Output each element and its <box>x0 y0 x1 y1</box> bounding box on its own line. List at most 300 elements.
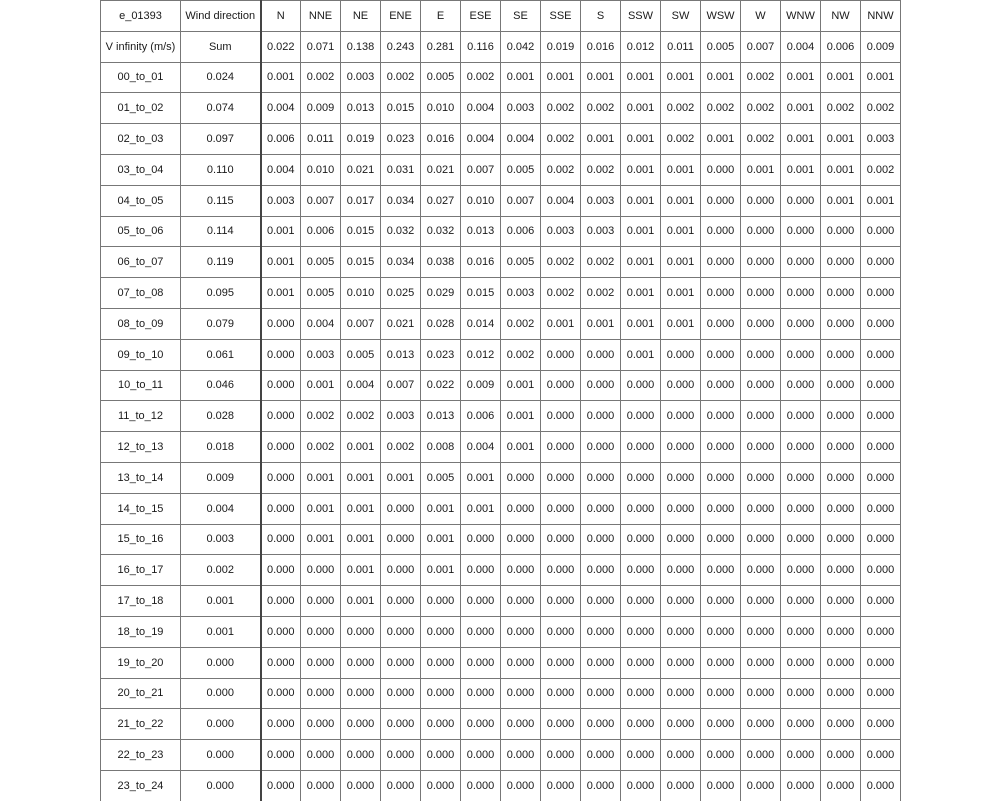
frequency-cell: 0.003 <box>861 124 901 155</box>
frequency-cell: 0.000 <box>661 555 701 586</box>
frequency-cell: 0.000 <box>421 770 461 800</box>
frequency-cell: 0.000 <box>381 709 421 740</box>
frequency-cell: 0.031 <box>381 154 421 185</box>
frequency-cell: 0.001 <box>261 62 301 93</box>
frequency-cell: 0.006 <box>501 216 541 247</box>
frequency-cell: 0.000 <box>381 586 421 617</box>
frequency-cell: 0.000 <box>821 709 861 740</box>
frequency-cell: 0.000 <box>781 308 821 339</box>
frequency-cell: 0.010 <box>301 154 341 185</box>
frequency-cell: 0.003 <box>381 401 421 432</box>
direction-header: SSE <box>541 1 581 32</box>
frequency-cell: 0.000 <box>421 678 461 709</box>
frequency-cell: 0.002 <box>541 278 581 309</box>
frequency-cell: 0.000 <box>741 247 781 278</box>
frequency-cell: 0.000 <box>421 586 461 617</box>
direction-sum: 0.007 <box>741 31 781 62</box>
frequency-cell: 0.000 <box>701 216 741 247</box>
frequency-cell: 0.002 <box>661 124 701 155</box>
frequency-cell: 0.000 <box>781 401 821 432</box>
frequency-cell: 0.000 <box>661 432 701 463</box>
frequency-cell: 0.015 <box>341 216 381 247</box>
frequency-cell: 0.013 <box>461 216 501 247</box>
frequency-cell: 0.001 <box>501 401 541 432</box>
direction-sum: 0.012 <box>621 31 661 62</box>
table-row <box>101 770 901 800</box>
frequency-cell: 0.004 <box>541 185 581 216</box>
direction-header: NW <box>821 1 861 32</box>
frequency-cell: 0.023 <box>421 339 461 370</box>
frequency-cell: 0.000 <box>661 709 701 740</box>
row-sum: 0.018 <box>181 432 261 463</box>
row-sum: 0.001 <box>181 616 261 647</box>
frequency-cell: 0.000 <box>261 555 301 586</box>
wind-direction-label: Wind direction <box>181 1 261 32</box>
row-sum: 0.024 <box>181 62 261 93</box>
direction-sum: 0.042 <box>501 31 541 62</box>
frequency-cell: 0.000 <box>821 339 861 370</box>
table-row <box>101 124 901 155</box>
table-row <box>101 216 901 247</box>
frequency-cell: 0.000 <box>701 709 741 740</box>
frequency-cell: 0.015 <box>461 278 501 309</box>
table-row <box>101 432 901 463</box>
frequency-cell: 0.000 <box>541 339 581 370</box>
frequency-cell: 0.001 <box>621 216 661 247</box>
frequency-cell: 0.001 <box>301 493 341 524</box>
frequency-cell: 0.000 <box>421 647 461 678</box>
frequency-cell: 0.000 <box>861 524 901 555</box>
frequency-cell: 0.000 <box>741 370 781 401</box>
table-body <box>101 1 901 801</box>
frequency-cell: 0.001 <box>301 370 341 401</box>
frequency-cell: 0.000 <box>861 462 901 493</box>
frequency-cell: 0.013 <box>341 93 381 124</box>
frequency-cell: 0.013 <box>381 339 421 370</box>
frequency-cell: 0.000 <box>341 647 381 678</box>
direction-sum: 0.016 <box>581 31 621 62</box>
frequency-cell: 0.000 <box>581 709 621 740</box>
direction-sum: 0.243 <box>381 31 421 62</box>
frequency-cell: 0.000 <box>781 462 821 493</box>
speed-bin-label: 21_to_22 <box>101 709 181 740</box>
row-sum: 0.000 <box>181 740 261 771</box>
frequency-cell: 0.000 <box>501 740 541 771</box>
direction-header: ESE <box>461 1 501 32</box>
frequency-cell: 0.005 <box>421 62 461 93</box>
direction-header: WNW <box>781 1 821 32</box>
frequency-cell: 0.000 <box>661 339 701 370</box>
frequency-cell: 0.000 <box>781 709 821 740</box>
frequency-cell: 0.001 <box>781 154 821 185</box>
frequency-cell: 0.001 <box>261 278 301 309</box>
speed-bin-label: 00_to_01 <box>101 62 181 93</box>
frequency-cell: 0.001 <box>341 462 381 493</box>
frequency-cell: 0.006 <box>261 124 301 155</box>
speed-bin-label: 09_to_10 <box>101 339 181 370</box>
frequency-cell: 0.002 <box>301 432 341 463</box>
frequency-cell: 0.000 <box>741 555 781 586</box>
frequency-cell: 0.000 <box>821 432 861 463</box>
frequency-cell: 0.032 <box>421 216 461 247</box>
frequency-cell: 0.000 <box>261 586 301 617</box>
frequency-cell: 0.005 <box>301 278 341 309</box>
frequency-cell: 0.007 <box>461 154 501 185</box>
frequency-cell: 0.001 <box>341 555 381 586</box>
frequency-cell: 0.000 <box>661 647 701 678</box>
speed-bin-label: 08_to_09 <box>101 308 181 339</box>
frequency-cell: 0.000 <box>661 770 701 800</box>
frequency-cell: 0.029 <box>421 278 461 309</box>
frequency-cell: 0.002 <box>741 93 781 124</box>
frequency-cell: 0.000 <box>581 555 621 586</box>
row-sum: 0.046 <box>181 370 261 401</box>
frequency-cell: 0.001 <box>621 185 661 216</box>
frequency-cell: 0.001 <box>341 432 381 463</box>
frequency-cell: 0.000 <box>461 586 501 617</box>
frequency-cell: 0.000 <box>621 370 661 401</box>
frequency-cell: 0.000 <box>741 308 781 339</box>
frequency-cell: 0.001 <box>461 462 501 493</box>
frequency-cell: 0.019 <box>341 124 381 155</box>
frequency-cell: 0.002 <box>581 93 621 124</box>
frequency-cell: 0.001 <box>821 154 861 185</box>
frequency-cell: 0.007 <box>301 185 341 216</box>
frequency-cell: 0.000 <box>821 370 861 401</box>
frequency-cell: 0.002 <box>341 401 381 432</box>
frequency-cell: 0.038 <box>421 247 461 278</box>
frequency-cell: 0.000 <box>781 586 821 617</box>
frequency-cell: 0.002 <box>741 62 781 93</box>
frequency-cell: 0.000 <box>661 462 701 493</box>
direction-header: ENE <box>381 1 421 32</box>
row-sum: 0.110 <box>181 154 261 185</box>
speed-bin-label: 15_to_16 <box>101 524 181 555</box>
frequency-cell: 0.000 <box>301 709 341 740</box>
row-sum: 0.000 <box>181 709 261 740</box>
corner-label: e_01393 <box>101 1 181 32</box>
frequency-cell: 0.004 <box>301 308 341 339</box>
direction-sum: 0.009 <box>861 31 901 62</box>
direction-sum: 0.005 <box>701 31 741 62</box>
frequency-cell: 0.000 <box>621 555 661 586</box>
frequency-cell: 0.000 <box>861 432 901 463</box>
frequency-cell: 0.001 <box>621 62 661 93</box>
frequency-cell: 0.002 <box>741 124 781 155</box>
frequency-cell: 0.000 <box>861 586 901 617</box>
table-row <box>101 370 901 401</box>
frequency-cell: 0.006 <box>461 401 501 432</box>
frequency-cell: 0.000 <box>581 401 621 432</box>
frequency-cell: 0.000 <box>781 493 821 524</box>
frequency-cell: 0.007 <box>341 308 381 339</box>
frequency-cell: 0.000 <box>301 616 341 647</box>
frequency-cell: 0.000 <box>741 709 781 740</box>
speed-bin-label: 12_to_13 <box>101 432 181 463</box>
row-sum: 0.114 <box>181 216 261 247</box>
frequency-cell: 0.000 <box>861 370 901 401</box>
frequency-cell: 0.000 <box>701 185 741 216</box>
frequency-cell: 0.001 <box>861 185 901 216</box>
row-sum: 0.074 <box>181 93 261 124</box>
frequency-cell: 0.000 <box>781 339 821 370</box>
frequency-cell: 0.000 <box>541 709 581 740</box>
frequency-cell: 0.011 <box>301 124 341 155</box>
frequency-cell: 0.000 <box>621 524 661 555</box>
speed-label: V infinity (m/s) <box>101 31 181 62</box>
frequency-cell: 0.000 <box>821 493 861 524</box>
frequency-cell: 0.000 <box>741 185 781 216</box>
frequency-cell: 0.000 <box>821 770 861 800</box>
frequency-cell: 0.000 <box>861 247 901 278</box>
frequency-cell: 0.000 <box>741 278 781 309</box>
direction-sum-row <box>101 31 901 62</box>
frequency-cell: 0.000 <box>621 493 661 524</box>
frequency-cell: 0.010 <box>341 278 381 309</box>
table-row <box>101 524 901 555</box>
frequency-cell: 0.000 <box>581 770 621 800</box>
frequency-cell: 0.000 <box>821 555 861 586</box>
frequency-cell: 0.000 <box>621 401 661 432</box>
speed-bin-label: 16_to_17 <box>101 555 181 586</box>
speed-bin-label: 22_to_23 <box>101 740 181 771</box>
frequency-cell: 0.000 <box>861 401 901 432</box>
frequency-cell: 0.000 <box>501 555 541 586</box>
frequency-cell: 0.001 <box>301 524 341 555</box>
direction-header: N <box>261 1 301 32</box>
frequency-cell: 0.001 <box>621 93 661 124</box>
frequency-cell: 0.000 <box>781 555 821 586</box>
frequency-cell: 0.000 <box>421 709 461 740</box>
frequency-cell: 0.000 <box>261 370 301 401</box>
frequency-cell: 0.000 <box>261 647 301 678</box>
frequency-cell: 0.017 <box>341 185 381 216</box>
frequency-cell: 0.000 <box>381 770 421 800</box>
frequency-cell: 0.000 <box>501 586 541 617</box>
frequency-cell: 0.002 <box>461 62 501 93</box>
speed-bin-label: 06_to_07 <box>101 247 181 278</box>
frequency-cell: 0.000 <box>421 616 461 647</box>
frequency-cell: 0.000 <box>341 616 381 647</box>
table-row <box>101 62 901 93</box>
frequency-cell: 0.001 <box>621 308 661 339</box>
speed-bin-label: 17_to_18 <box>101 586 181 617</box>
frequency-cell: 0.000 <box>661 616 701 647</box>
row-sum: 0.001 <box>181 586 261 617</box>
row-sum: 0.004 <box>181 493 261 524</box>
frequency-cell: 0.000 <box>261 493 301 524</box>
frequency-cell: 0.000 <box>741 616 781 647</box>
frequency-cell: 0.006 <box>301 216 341 247</box>
frequency-cell: 0.002 <box>381 62 421 93</box>
frequency-cell: 0.000 <box>541 770 581 800</box>
frequency-cell: 0.004 <box>461 124 501 155</box>
frequency-cell: 0.000 <box>581 370 621 401</box>
direction-sum: 0.116 <box>461 31 501 62</box>
frequency-cell: 0.000 <box>861 770 901 800</box>
frequency-cell: 0.014 <box>461 308 501 339</box>
frequency-cell: 0.000 <box>701 401 741 432</box>
frequency-cell: 0.000 <box>741 647 781 678</box>
frequency-cell: 0.001 <box>421 493 461 524</box>
frequency-cell: 0.022 <box>421 370 461 401</box>
frequency-cell: 0.005 <box>341 339 381 370</box>
frequency-cell: 0.000 <box>581 678 621 709</box>
frequency-cell: 0.010 <box>421 93 461 124</box>
frequency-cell: 0.002 <box>861 93 901 124</box>
frequency-cell: 0.000 <box>781 278 821 309</box>
table-row <box>101 339 901 370</box>
frequency-cell: 0.000 <box>821 616 861 647</box>
frequency-cell: 0.000 <box>581 647 621 678</box>
frequency-cell: 0.000 <box>261 432 301 463</box>
frequency-cell: 0.004 <box>501 124 541 155</box>
frequency-cell: 0.000 <box>541 432 581 463</box>
frequency-cell: 0.002 <box>541 154 581 185</box>
frequency-cell: 0.000 <box>861 678 901 709</box>
frequency-cell: 0.000 <box>341 709 381 740</box>
frequency-cell: 0.000 <box>501 770 541 800</box>
frequency-cell: 0.001 <box>621 339 661 370</box>
row-sum: 0.009 <box>181 462 261 493</box>
frequency-cell: 0.000 <box>541 740 581 771</box>
table-row <box>101 185 901 216</box>
frequency-cell: 0.000 <box>741 586 781 617</box>
row-sum: 0.000 <box>181 770 261 800</box>
frequency-cell: 0.001 <box>741 154 781 185</box>
frequency-cell: 0.001 <box>661 185 701 216</box>
frequency-cell: 0.000 <box>701 432 741 463</box>
frequency-cell: 0.000 <box>781 370 821 401</box>
frequency-cell: 0.000 <box>261 740 301 771</box>
direction-header: NE <box>341 1 381 32</box>
frequency-cell: 0.001 <box>541 62 581 93</box>
frequency-cell: 0.034 <box>381 247 421 278</box>
frequency-cell: 0.001 <box>781 93 821 124</box>
frequency-cell: 0.000 <box>541 678 581 709</box>
table-row <box>101 616 901 647</box>
frequency-cell: 0.000 <box>781 678 821 709</box>
frequency-cell: 0.001 <box>861 62 901 93</box>
frequency-cell: 0.000 <box>701 616 741 647</box>
frequency-cell: 0.000 <box>541 401 581 432</box>
frequency-cell: 0.001 <box>621 247 661 278</box>
frequency-cell: 0.021 <box>341 154 381 185</box>
frequency-cell: 0.000 <box>541 647 581 678</box>
frequency-cell: 0.000 <box>541 616 581 647</box>
speed-bin-label: 20_to_21 <box>101 678 181 709</box>
frequency-cell: 0.000 <box>501 678 541 709</box>
frequency-cell: 0.025 <box>381 278 421 309</box>
frequency-cell: 0.000 <box>381 555 421 586</box>
frequency-cell: 0.000 <box>261 308 301 339</box>
frequency-cell: 0.000 <box>701 154 741 185</box>
frequency-cell: 0.000 <box>461 770 501 800</box>
frequency-cell: 0.000 <box>781 432 821 463</box>
frequency-cell: 0.000 <box>661 678 701 709</box>
frequency-cell: 0.000 <box>261 709 301 740</box>
table-row <box>101 278 901 309</box>
frequency-cell: 0.001 <box>701 124 741 155</box>
frequency-cell: 0.016 <box>461 247 501 278</box>
row-sum: 0.000 <box>181 647 261 678</box>
frequency-cell: 0.004 <box>461 432 501 463</box>
frequency-cell: 0.000 <box>701 555 741 586</box>
speed-bin-label: 10_to_11 <box>101 370 181 401</box>
frequency-cell: 0.001 <box>381 462 421 493</box>
frequency-cell: 0.000 <box>741 493 781 524</box>
frequency-cell: 0.002 <box>581 247 621 278</box>
direction-header: E <box>421 1 461 32</box>
frequency-cell: 0.000 <box>341 740 381 771</box>
frequency-cell: 0.003 <box>261 185 301 216</box>
frequency-cell: 0.001 <box>821 62 861 93</box>
frequency-cell: 0.002 <box>381 432 421 463</box>
frequency-cell: 0.027 <box>421 185 461 216</box>
frequency-cell: 0.003 <box>501 278 541 309</box>
frequency-cell: 0.000 <box>341 678 381 709</box>
frequency-cell: 0.000 <box>701 770 741 800</box>
frequency-cell: 0.001 <box>341 586 381 617</box>
frequency-cell: 0.000 <box>621 432 661 463</box>
frequency-cell: 0.000 <box>261 339 301 370</box>
frequency-cell: 0.001 <box>781 124 821 155</box>
frequency-cell: 0.015 <box>341 247 381 278</box>
frequency-cell: 0.000 <box>381 678 421 709</box>
direction-sum: 0.019 <box>541 31 581 62</box>
frequency-cell: 0.001 <box>781 62 821 93</box>
frequency-cell: 0.000 <box>741 678 781 709</box>
frequency-cell: 0.000 <box>861 278 901 309</box>
frequency-cell: 0.000 <box>461 524 501 555</box>
direction-header: S <box>581 1 621 32</box>
frequency-cell: 0.004 <box>461 93 501 124</box>
frequency-cell: 0.010 <box>461 185 501 216</box>
frequency-cell: 0.000 <box>861 740 901 771</box>
table-row <box>101 401 901 432</box>
frequency-cell: 0.001 <box>621 124 661 155</box>
table-row <box>101 308 901 339</box>
frequency-cell: 0.001 <box>341 493 381 524</box>
frequency-cell: 0.000 <box>301 770 341 800</box>
frequency-cell: 0.000 <box>621 709 661 740</box>
frequency-cell: 0.000 <box>581 740 621 771</box>
frequency-cell: 0.002 <box>541 93 581 124</box>
speed-bin-label: 19_to_20 <box>101 647 181 678</box>
frequency-cell: 0.002 <box>301 62 341 93</box>
frequency-cell: 0.000 <box>821 247 861 278</box>
speed-bin-label: 13_to_14 <box>101 462 181 493</box>
speed-bin-label: 01_to_02 <box>101 93 181 124</box>
frequency-cell: 0.000 <box>421 740 461 771</box>
frequency-cell: 0.002 <box>501 308 541 339</box>
frequency-cell: 0.000 <box>781 216 821 247</box>
frequency-cell: 0.000 <box>381 740 421 771</box>
frequency-cell: 0.000 <box>661 401 701 432</box>
frequency-cell: 0.000 <box>501 709 541 740</box>
speed-bin-label: 03_to_04 <box>101 154 181 185</box>
frequency-cell: 0.000 <box>861 555 901 586</box>
frequency-cell: 0.000 <box>661 370 701 401</box>
frequency-cell: 0.000 <box>781 524 821 555</box>
frequency-cell: 0.000 <box>581 462 621 493</box>
frequency-cell: 0.001 <box>501 432 541 463</box>
frequency-cell: 0.005 <box>421 462 461 493</box>
frequency-cell: 0.001 <box>621 154 661 185</box>
frequency-cell: 0.000 <box>301 586 341 617</box>
speed-bin-label: 23_to_24 <box>101 770 181 800</box>
frequency-cell: 0.001 <box>261 247 301 278</box>
